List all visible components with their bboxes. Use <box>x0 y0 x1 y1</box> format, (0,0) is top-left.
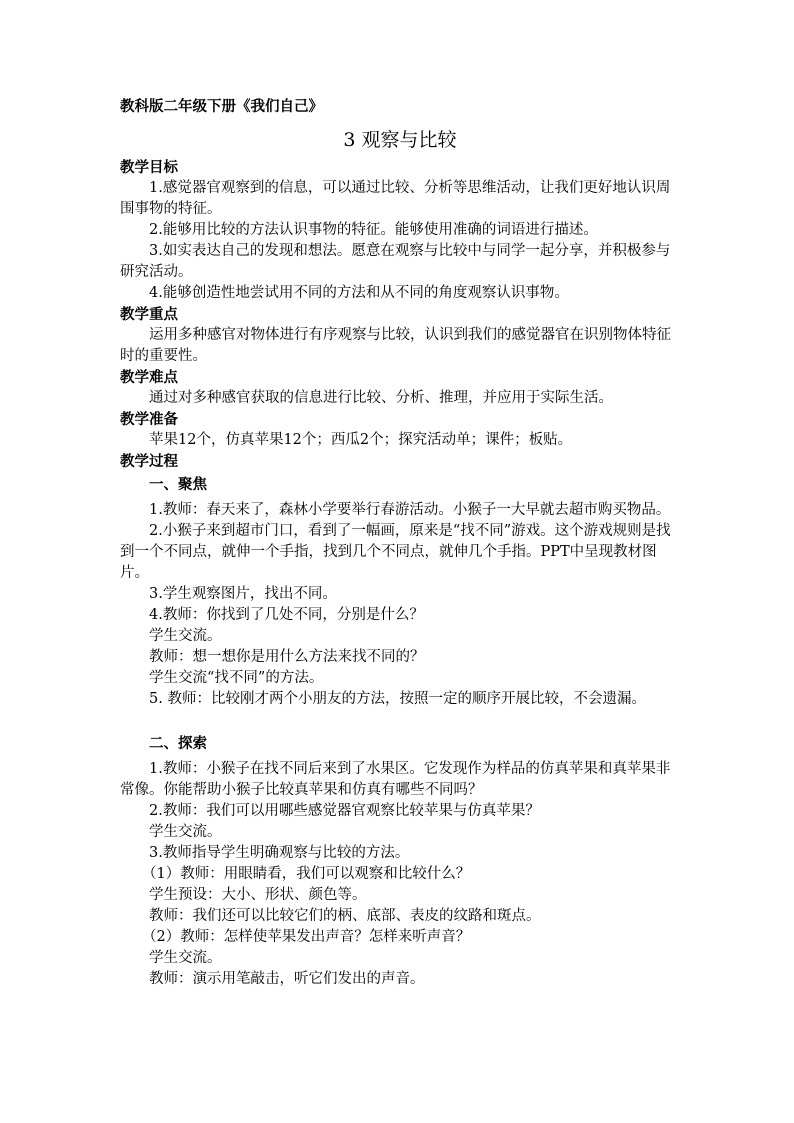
part2-heading: 二、探索 <box>149 735 207 752</box>
paragraph: 学生交流“找不同”的方法。 <box>149 670 324 686</box>
paragraph: 1.教师：小猴子在找不同后来到了水果区。它发现作为样品的仿真苹果和真苹果非常像。你能帮助小猴子比较真苹果和仿真有哪些不同吗？ <box>120 761 671 798</box>
difficulty-text: 通过对多种感官获取的信息进行比较、分析、推理，并应用于实际生活。 <box>149 390 613 406</box>
paragraph: 5. 教师：比较刚才两个小朋友的方法，按照一定的顺序开展比较，不会遗漏。 <box>149 691 646 707</box>
paragraph: 4.教师：你找到了几处不同，分别是什么？ <box>149 607 424 623</box>
paragraph: 学生交流。 <box>149 824 222 840</box>
lesson-title: 3 观察与比较 <box>343 129 457 151</box>
paragraph: 2.小猴子来到超市门口，看到了一幅画，原来是“找不同”游戏。这个游戏规则是找到一个不同点，就伸一个手指，找到几个不同点，就伸几个手指。PPT中呈现教材图片。 <box>120 523 671 581</box>
paragraph: 教师：想一想你是用什么方法来找不同的？ <box>149 649 425 665</box>
goals-heading: 教学目标 <box>120 159 178 176</box>
key-point-text: 运用多种感官对物体进行有序观察与比较，认识到我们的感觉器官在识别物体特征时的重要性。 <box>120 327 671 364</box>
paragraph: 教师：演示用笔敲击，听它们发出的声音。 <box>149 971 425 987</box>
subject-line: 教科版二年级下册《我们自己》 <box>120 98 323 115</box>
paragraph: 教师：我们还可以比较它们的柄、底部、表皮的纹路和斑点。 <box>149 908 541 924</box>
paragraph: 1.教师：春天来了，森林小学要举行春游活动。小猴子一大早就去超市购买物品。 <box>149 502 671 518</box>
paragraph: 3.学生观察图片，找出不同。 <box>149 586 337 602</box>
spacer <box>120 710 680 731</box>
part1-heading: 一、聚焦 <box>149 476 207 493</box>
goal-item: 4.能够创造性地尝试用不同的方法和从不同的角度观察认识事物。 <box>149 285 569 301</box>
paragraph: （1）教师：用眼睛看，我们可以观察和比较什么？ <box>142 866 471 882</box>
preparation-heading: 教学准备 <box>120 411 178 428</box>
paragraph: 学生交流。 <box>149 950 222 966</box>
process-heading: 教学过程 <box>120 453 178 470</box>
paragraph: 3.教师指导学生明确观察与比较的方法。 <box>149 845 410 861</box>
goal-item: 2.能够用比较的方法认识事物的特征。能够使用准确的词语进行描述。 <box>149 222 598 238</box>
preparation-text: 苹果12个，仿真苹果12个；西瓜2个；探究活动单；课件；板贴。 <box>149 432 573 448</box>
paragraph: 学生预设：大小、形状、颜色等。 <box>149 887 367 903</box>
paragraph: （2）教师：怎样使苹果发出声音？怎样来听声音？ <box>142 929 471 945</box>
difficulty-heading: 教学难点 <box>120 369 178 386</box>
goal-item: 3.如实表达自己的发现和想法。愿意在观察与比较中与同学一起分享，并积极参与研究活动。 <box>120 243 671 280</box>
goal-item: 1.感觉器官观察到的信息，可以通过比较、分析等思维活动，让我们更好地认识周围事物的特征。 <box>120 180 671 217</box>
document-page <box>120 96 680 990</box>
paragraph: 2.教师：我们可以用哪些感觉器官观察比较苹果与仿真苹果？ <box>149 803 540 819</box>
key-point-heading: 教学重点 <box>120 306 178 323</box>
paragraph: 学生交流。 <box>149 628 222 644</box>
